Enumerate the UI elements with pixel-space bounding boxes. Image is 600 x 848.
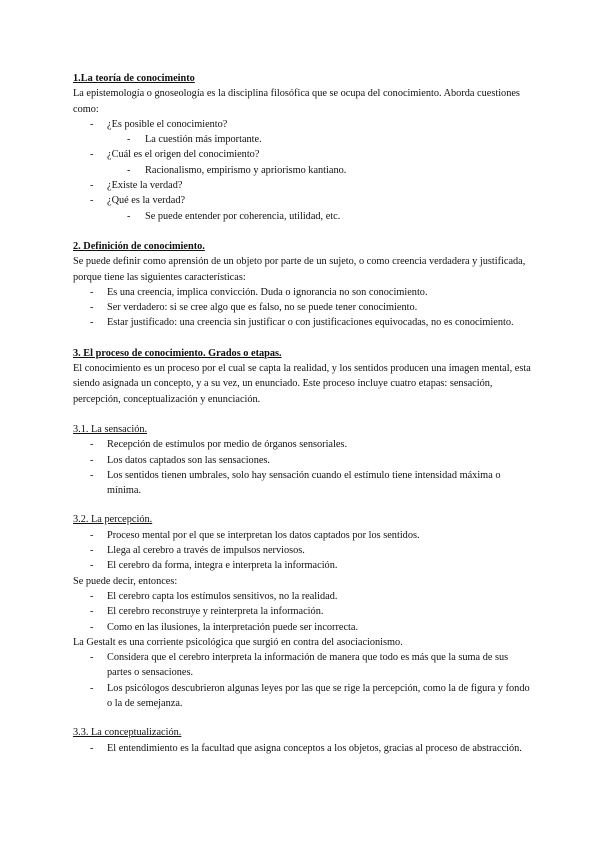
section-2-intro: Se puede definir como aprensión de un objeto por parte de un sujeto, o como creencia verdadera y justificada, porque tiene las siguientes características: bbox=[73, 256, 526, 283]
section-3-2-list-2 bbox=[73, 589, 533, 635]
list-item: - ¿Cuál es el origen del conocimiento? bbox=[90, 149, 260, 161]
sub-list-item: - La cuestión más importante. bbox=[127, 134, 262, 146]
section-3-2-lead: Se puede decir, entonces: bbox=[73, 575, 178, 587]
list-item: - Recepción de estímulos por medio de órganos sensoriales. bbox=[90, 439, 348, 451]
list-item: - Es una creencia, implica convicción. Duda o ignorancia no son conocimiento. bbox=[90, 286, 428, 298]
list-item: - El cerebro da forma, integra e interpreta la información. bbox=[90, 560, 338, 572]
section-2-list bbox=[73, 285, 533, 331]
section-3-3-heading: 3.3. La conceptualización. bbox=[73, 727, 182, 739]
list-item: - ¿Existe la verdad? bbox=[90, 180, 183, 192]
section-3-2-heading: 3.2. La percepción. bbox=[73, 514, 153, 526]
section-1-questions bbox=[73, 117, 533, 224]
section-3-1-heading: 3.1. La sensación. bbox=[73, 423, 148, 435]
list-item: - El cerebro reconstruye y reinterpreta la información. bbox=[90, 606, 324, 618]
gestalt-paragraph: La Gestalt es una corriente psicológica que surgió en contra del asociacionismo. bbox=[73, 636, 403, 648]
list-item: - Estar justificado: una creencia sin justificar o con justificaciones equivocadas, no es conocimiento. bbox=[90, 317, 514, 329]
list-item: - ¿Es posible el conocimiento? bbox=[90, 118, 228, 130]
list-item: - Proceso mental por el que se interpretan los datos captados por los sentidos. bbox=[90, 529, 420, 541]
section-3-2-list-3 bbox=[73, 650, 533, 711]
section-1-heading: 1.La teoría de conocimeinto bbox=[73, 73, 195, 84]
section-3-heading: 3. El proceso de conocimiento. Grados o etapas. bbox=[73, 347, 282, 359]
sub-list-item: - Racionalismo, empirismo y apriorismo kantiano. bbox=[127, 164, 347, 176]
list-item: - Llega al cerebro a través de impulsos nerviosos. bbox=[90, 545, 305, 557]
list-item: - Los psicólogos descubrieron algunas leyes por las que se rige la percepción, como la de figura y fondo o la de semejanza. bbox=[90, 682, 530, 709]
section-3-1-list bbox=[73, 437, 533, 498]
list-item: - El entendimiento es la facultad que asigna conceptos a los objetos, gracias al proceso de abstracción. bbox=[90, 742, 522, 754]
list-item: - Como en las ilusiones, la interpretación puede ser incorrecta. bbox=[90, 621, 359, 633]
list-item: - Los datos captados son las sensaciones. bbox=[90, 454, 271, 466]
list-item: - Los sentidos tienen umbrales, solo hay sensación cuando el estímulo tiene intensidad máxima o mínima. bbox=[90, 469, 501, 497]
list-item: - Considera que el cerebro interpreta la información de manera que todo es más que la suma de sus partes o sensaciones. bbox=[90, 652, 509, 679]
section-2-heading: 2. Definición de conocimiento. bbox=[73, 240, 205, 252]
section-3-3-list bbox=[73, 741, 533, 756]
list-item: - Ser verdadero: si se cree algo que es falso, no se puede tener conocimiento. bbox=[90, 302, 418, 314]
section-3-2-list bbox=[73, 528, 533, 574]
sub-list-item: - Se puede entender por coherencia, utilidad, etc. bbox=[127, 210, 341, 222]
list-item: - ¿Qué es la verdad? bbox=[90, 195, 186, 207]
section-1-intro: La epistemología o gnoseología es la disciplina filosófica que se ocupa del conocimiento. Aborda cuestiones como: bbox=[73, 88, 520, 115]
section-3-intro: El conocimiento es un proceso por el cual se capta la realidad, y los sentidos producen una imagen mental, esta siendo asignada un concepto, y a su vez, un enunciado. Este proceso incluye cuatro etapas: sensación, percepción, conceptualización y enunciación. bbox=[73, 363, 531, 405]
document-content bbox=[73, 71, 533, 756]
list-item: - El cerebro capta los estímulos sensitivos, no la realidad. bbox=[90, 590, 338, 602]
